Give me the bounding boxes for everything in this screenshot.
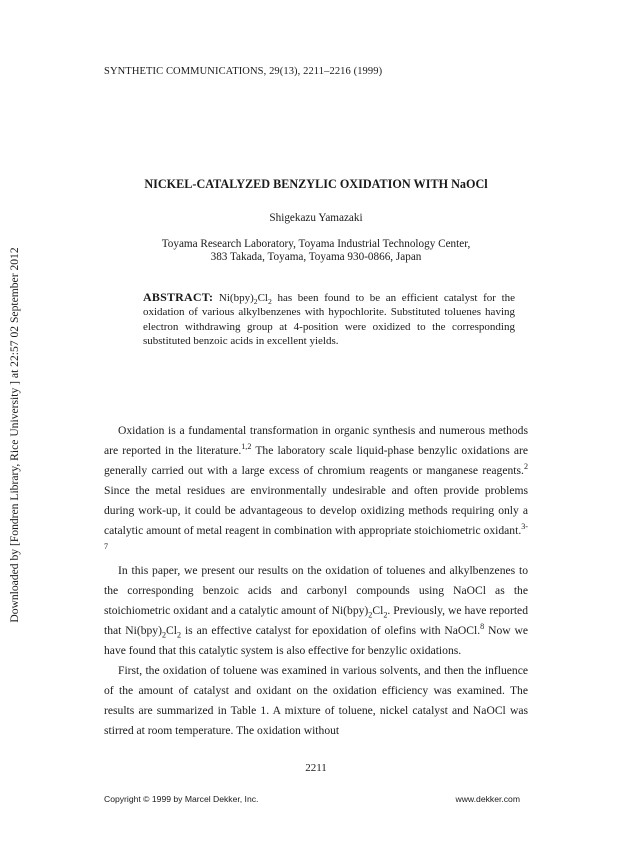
paragraph-text: is an effective catalyst for epoxidation of olefins with NaOCl. [181, 624, 481, 637]
download-watermark [6, 200, 24, 670]
reference-superscript: 3-7 [104, 522, 528, 552]
subscript: 2 [161, 630, 167, 640]
abstract [143, 290, 515, 348]
subscript: 2 [368, 610, 373, 620]
paragraph-text: Cl [166, 624, 178, 637]
paragraph-text: . Previously, we have reported that Ni(bpy) [104, 604, 528, 637]
body-paragraph-1 [104, 421, 528, 561]
reference-superscript: 2 [523, 462, 528, 472]
article-title: NICKEL-CATALYZED BENZYLIC OXIDATION WITH NaOCl [144, 177, 488, 191]
affiliation [104, 238, 528, 264]
page-number: 2211 [305, 762, 327, 774]
copyright-notice: Copyright © 1999 by Marcel Dekker, Inc. [104, 794, 259, 804]
paragraph-text: The laboratory scale liquid-phase benzylic oxidations are generally carried out with a large excess of chromium reagents or manganese reagents. [104, 444, 528, 477]
journal-header: SYNTHETIC COMMUNICATIONS, 29(13), 2211–2216 (1999) [104, 66, 383, 77]
paragraph-text: Cl [372, 604, 384, 617]
body-paragraph-3: First, the oxidation of toluene was examined in various solvents, and then the influence of the amount of catalyst and oxidant on the oxidation efficiency was examined. The results are summarized in Table 1. A mixture of toluene, nickel catalyst and NaOCl was stirred at room temperature. The oxidation without [104, 664, 528, 737]
abstract-text: has been found to be an efficient catalyst for the oxidation of various alkylbenzenes with hypochlorite. Substituted toluenes having electron withdrawing group at 4-position were oxidized to the corresponding substituted benzoic acids in excellent yields. [143, 292, 516, 347]
subscript: 2 [253, 297, 258, 307]
paragraph-text: In this paper, we present our results on the oxidation of toluenes and alkylbenzenes to the corresponding benzoic acids and carbonyl compounds using NaOCl as the stoichiometric oxidant and a catalytic amount of Ni(bpy) [104, 564, 528, 617]
affiliation-line-1: Toyama Research Laboratory, Toyama Industrial Technology Center, [161, 238, 471, 250]
subscript: 2 [177, 630, 182, 640]
abstract-text: Ni(bpy) [213, 292, 254, 304]
reference-superscript: 1,2 [241, 442, 252, 452]
abstract-label: ABSTRACT: [143, 290, 214, 304]
body-paragraph-2 [104, 561, 528, 661]
affiliation-line-2: 383 Takada, Toyama, Toyama 930-0866, Japan [210, 251, 422, 263]
download-watermark-text: Downloaded by [Fondren Library, Rice University ] at 22:57 02 September 2012 [8, 247, 21, 623]
publisher-url: www.dekker.com [455, 794, 520, 804]
abstract-text: Cl [257, 292, 268, 304]
subscript: 2 [383, 610, 388, 620]
author-name: Shigekazu Yamazaki [269, 212, 363, 224]
paragraph-text: Since the metal residues are environmentally undesirable and often provide problems during work-up, it could be advantageous to develop oxidizing methods requiring only a catalytic amount of metal reagent in combination with appropriate stoichiometric oxidant. [104, 484, 528, 537]
paragraph-text: Now we have found that this catalytic system is also effective for benzylic oxidations. [104, 624, 529, 657]
article-body [104, 421, 528, 741]
reference-superscript: 8 [480, 622, 485, 632]
paragraph-text: Oxidation is a fundamental transformation in organic synthesis and numerous methods are reported in the literature. [104, 424, 528, 457]
subscript: 2 [268, 297, 272, 307]
